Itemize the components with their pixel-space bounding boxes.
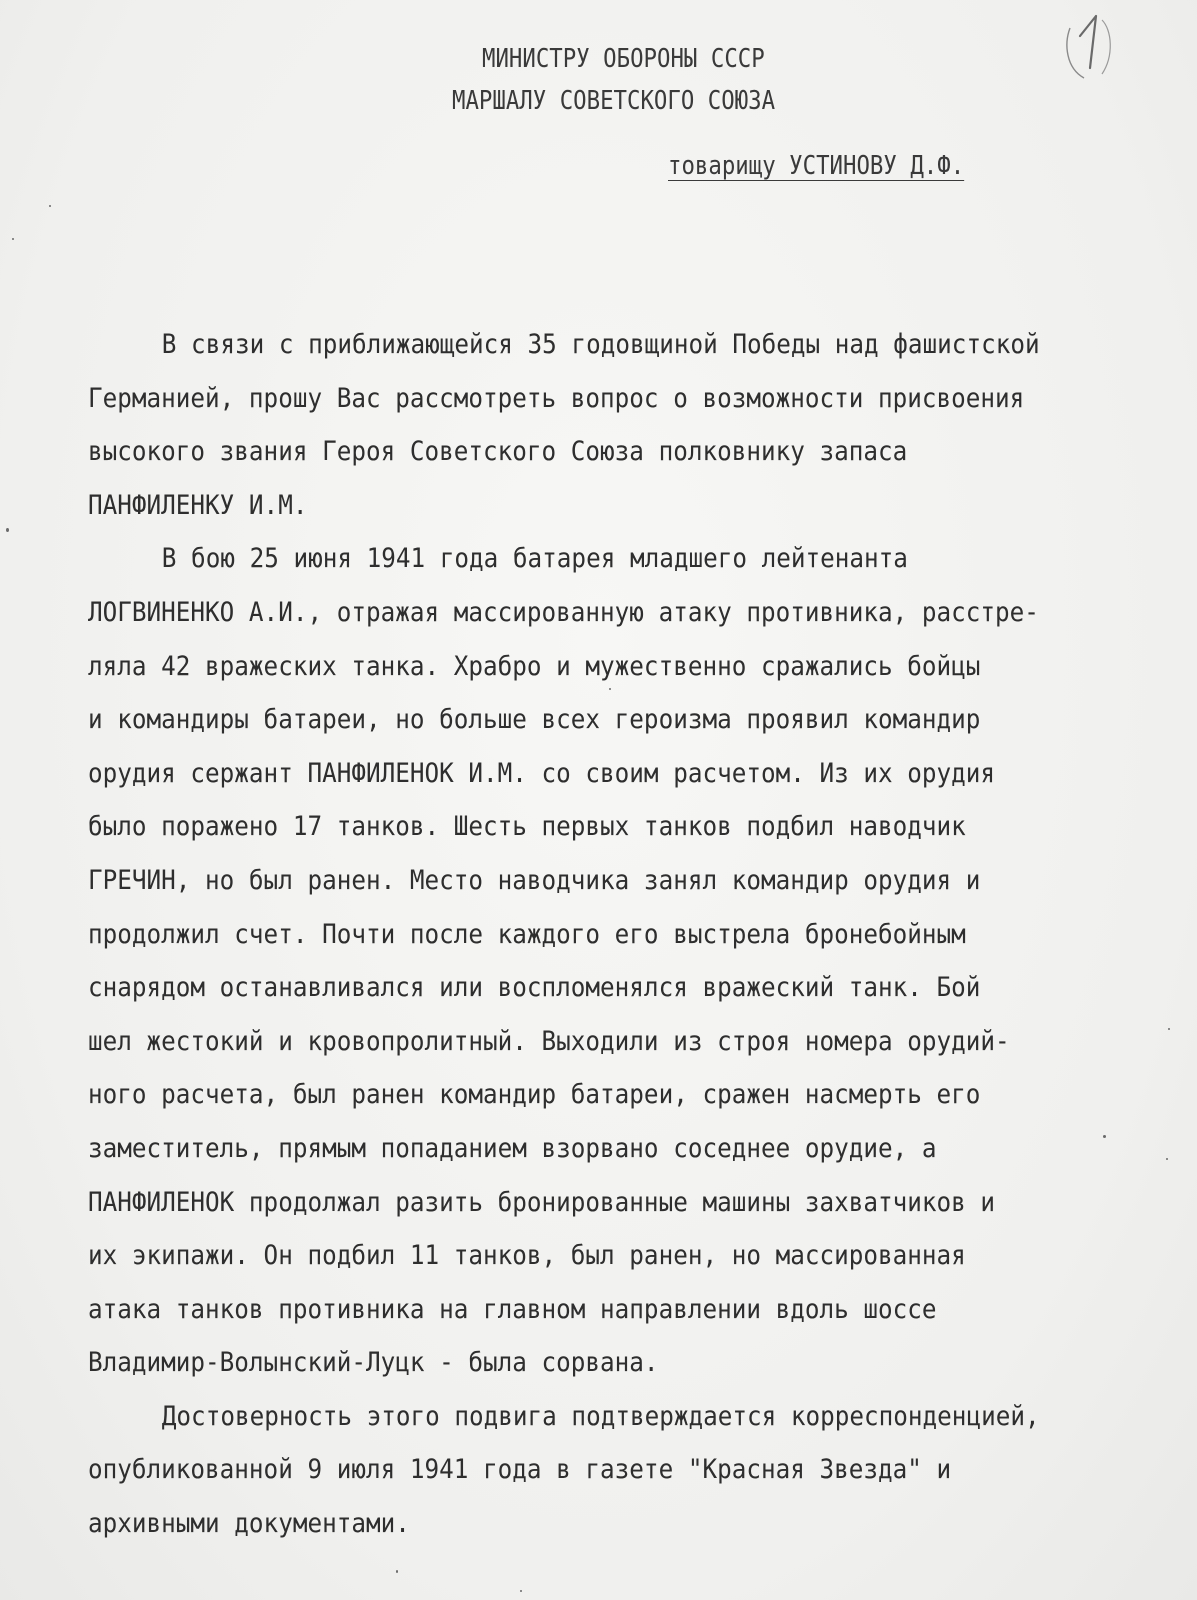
body-line: орудия сержант ПАНФИЛЕНОК И.М. со своим расчетом. Из их орудия (88, 757, 996, 789)
body-line: ного расчета, был ранен командир батареи, сражен насмерть его (88, 1079, 981, 1111)
letter-body (88, 318, 1188, 1551)
scan-speck (1166, 1158, 1168, 1160)
addressee-line-3: товарищу УСТИНОВУ Д.Ф. (668, 151, 965, 181)
handwritten-page-number (1062, 6, 1122, 86)
body-line: заместитель, прямым попаданием взорвано соседнее орудие, а (88, 1132, 937, 1164)
scan-speck (520, 1590, 522, 1592)
body-line: В связи с приближающейся 35 годовщиной Победы над фашистской (161, 329, 1040, 360)
body-line: и командиры батареи, но больше всех героизма проявил командир (88, 704, 981, 736)
body-line: ляла 42 вражеских танка. Храбро и мужественно сражались бойцы (88, 650, 981, 682)
body-line: шел жестокий и кровопролитный. Выходили из строя номера орудий- (88, 1025, 1010, 1057)
addressee-line-1: МИНИСТРУ ОБОРОНЫ СССР (482, 44, 765, 74)
body-line: опубликованной 9 июля 1941 года в газете "Красная Звезда" и (88, 1454, 952, 1486)
body-line: В бою 25 июня 1941 года батарея младшего лейтенанта (161, 543, 908, 575)
body-line: их экипажи. Он подбил 11 танков, был ранен, но массированная (88, 1240, 966, 1272)
addressee-line-2: МАРШАЛУ СОВЕТСКОГО СОЮЗА (452, 86, 776, 116)
body-line: архивными документами. (88, 1508, 410, 1540)
body-line: ПАНФИЛЕНОК продолжал разить бронированные машины захватчиков и (88, 1186, 996, 1218)
body-line: ЛОГВИНЕНКО А.И., отражая массированную атаку противника, расстре- (88, 596, 1039, 628)
scan-speck (609, 688, 611, 690)
body-line: ГРЕЧИН, но был ранен. Место наводчика занял командир орудия и (88, 864, 981, 896)
body-line: продолжил счет. Почти после каждого его выстрела бронебойным (88, 918, 966, 950)
body-line: было поражено 17 танков. Шесть первых танков подбил наводчик (88, 811, 966, 843)
body-line: Германией, прошу Вас рассмотреть вопрос о возможности присвоения (88, 382, 1025, 414)
scan-speck (6, 528, 9, 532)
body-line: атака танков противника на главном направлении вдоль шоссе (88, 1293, 937, 1325)
scan-speck (49, 205, 51, 207)
scan-speck (12, 238, 14, 240)
body-line: Достоверность этого подвига подтверждается корреспонденцией, (161, 1400, 1040, 1432)
scan-speck (1103, 1135, 1106, 1138)
body-line: Владимир-Волынский-Луцк - была сорвана. (88, 1347, 659, 1379)
scan-speck (1168, 1028, 1170, 1030)
body-line: ПАНФИЛЕНКУ И.М. (88, 489, 308, 521)
scan-speck (396, 1570, 398, 1573)
body-line: снарядом останавливался или воспломенялся вражеский танк. Бой (88, 972, 981, 1004)
body-line: высокого звания Героя Советского Союза полковнику запаса (88, 436, 908, 468)
